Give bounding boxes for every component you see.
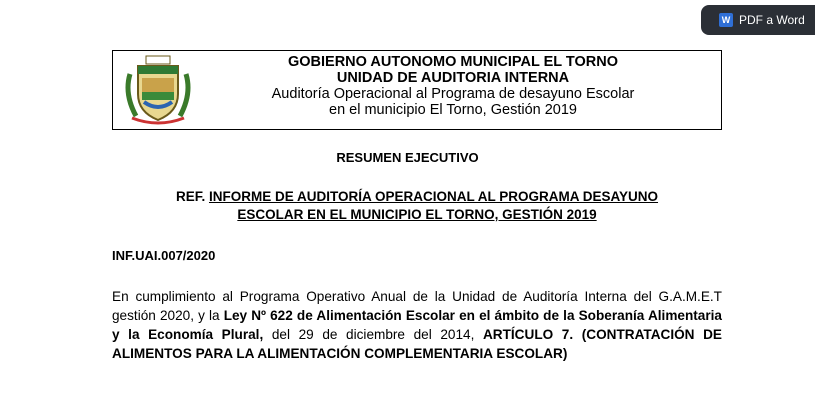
header-text-block bbox=[233, 54, 673, 118]
document-header bbox=[112, 50, 722, 130]
intro-paragraph bbox=[112, 287, 722, 363]
report-code: INF.UAI.007/2020 bbox=[112, 248, 216, 263]
para-article-reference: ARTÍCULO 7. (CONTRATACIÓN DE ALIMENTOS PARA LA ALIMENTACIÓN COMPLEMENTARIA ESCOLAR) bbox=[112, 327, 722, 361]
ref-prefix: REF. bbox=[175, 189, 206, 204]
ref-title-line1: INFORME DE AUDITORÍA OPERACIONAL AL PROGRAMA DESAYUNO bbox=[208, 189, 659, 204]
para-text-2: del 29 de diciembre del 2014, bbox=[263, 327, 483, 342]
header-audit-scope: en el municipio El Torno, Gestión 2019 bbox=[329, 102, 577, 118]
pdf-to-word-button[interactable] bbox=[701, 5, 815, 35]
pdf-to-word-label: PDF a Word bbox=[739, 13, 805, 27]
municipal-logo-icon bbox=[122, 54, 194, 126]
header-government-name: GOBIERNO AUTONOMO MUNICIPAL EL TORNO bbox=[287, 54, 619, 70]
para-text-1: En cumplimiento al Programa Operativo Anual de la Unidad de Auditoría Interna del G.A.M.E.T gestión 2020, y la bbox=[112, 289, 722, 323]
word-icon: W bbox=[719, 13, 733, 27]
section-title: RESUMEN EJECUTIVO bbox=[336, 150, 479, 165]
header-audit-title: Auditoría Operacional al Programa de desayuno Escolar bbox=[271, 86, 635, 102]
report-reference bbox=[112, 188, 722, 224]
ref-title-line2: ESCOLAR EN EL MUNICIPIO EL TORNO, GESTIÓN 2019 bbox=[237, 207, 597, 222]
header-unit-name: UNIDAD DE AUDITORIA INTERNA bbox=[336, 70, 570, 86]
para-law-reference: Ley Nº 622 de Alimentación Escolar en el ámbito de la Soberanía Alimentaria y la Economía Plural, bbox=[112, 308, 722, 342]
